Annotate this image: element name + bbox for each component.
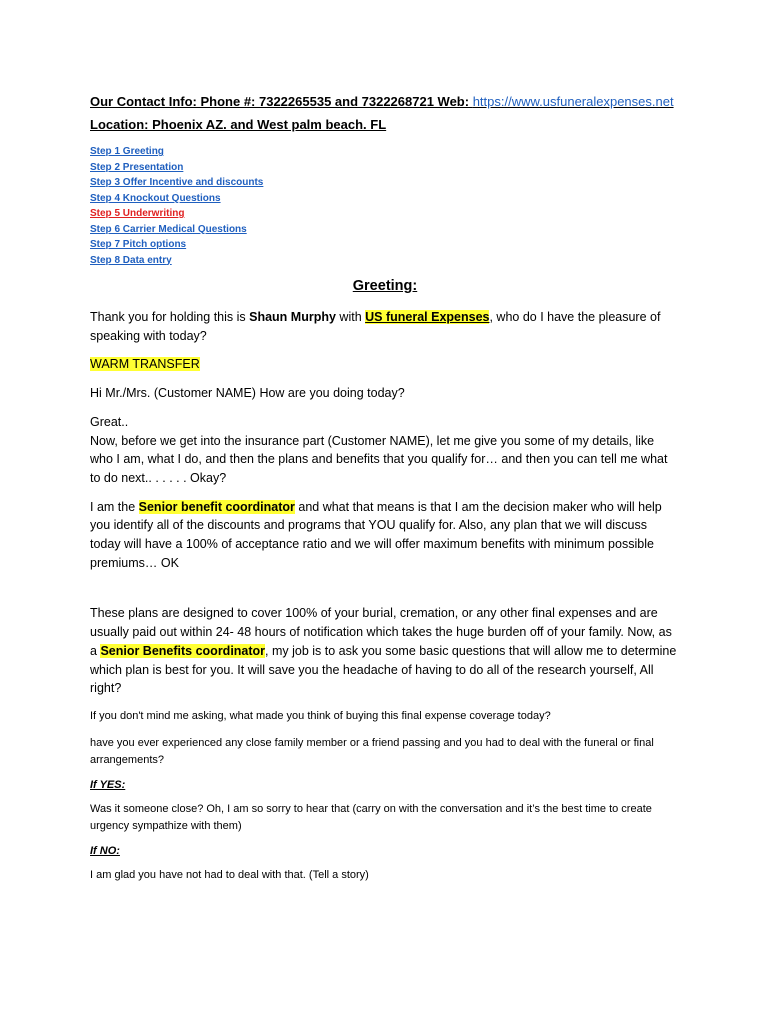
warm-transfer-highlight: WARM TRANSFER xyxy=(90,357,200,372)
warm-transfer-line xyxy=(90,355,680,374)
great-text: Great.. xyxy=(90,414,129,429)
plans-text-b: , my job is to ask you some basic questions that will allow me to determine which plan is best for you. It will save you the headache of having to do all of the research yourself, All right? xyxy=(90,643,677,696)
steps-nav xyxy=(90,144,680,268)
paragraph-greeting: Hi Mr./Mrs. (Customer NAME) How are you doing today? xyxy=(90,386,405,401)
agent-name: Shaun Murphy xyxy=(249,310,336,324)
coordinator-text-a: I am the xyxy=(90,499,139,514)
spacer xyxy=(90,582,680,604)
website-link[interactable]: https://www.usfuneralexpenses.net xyxy=(472,94,674,109)
paragraph-coordinator xyxy=(90,498,680,573)
intro-text-a: Thank you for holding this is xyxy=(90,310,250,324)
intro-text-c: , who do I have the pleasure of speaking with today? xyxy=(90,310,661,343)
if-yes-text: Was it someone close? Oh, I am so sorry to hear that (carry on with the conversation and it’s the best time to create urgency sympathize with them) xyxy=(90,802,652,832)
question-2: have you ever experienced any close family member or a friend passing and you had to deal with the funeral or final arrangements? xyxy=(90,736,654,766)
plans-text-a: These plans are designed to cover 100% of your burial, cremation, or any other final expenses and are usually paid out within 24- 48 hours of notification which takes the huge burden off of your family. Now, as a xyxy=(90,606,672,658)
location-line: Location: Phoenix AZ. and West palm beach. FL xyxy=(90,117,387,132)
details-text: Now, before we get into the insurance part (Customer NAME), let me give you some of my details, like who I am, what I do, and then the plans and benefits that you qualify for… and then you can tell me what to do next.. . . . . . Okay? xyxy=(90,433,668,485)
step-link-7[interactable]: Step 7 Pitch options xyxy=(90,239,187,250)
coordinator-title-highlight: Senior benefit coordinator xyxy=(138,499,295,514)
step-link-2[interactable]: Step 2 Presentation xyxy=(90,161,184,173)
step-link-6[interactable]: Step 6 Carrier Medical Questions xyxy=(90,223,247,235)
document-page xyxy=(90,94,680,894)
if-yes-heading: If YES: xyxy=(90,778,126,791)
paragraph-details xyxy=(90,413,680,488)
step-link-5[interactable]: Step 5 Underwriting xyxy=(90,208,185,219)
question-1: If you don't mind me asking, what made you think of buying this final expense coverage today? xyxy=(90,709,551,722)
paragraph-intro xyxy=(90,308,680,345)
contact-info xyxy=(90,94,680,109)
company-name-highlight: US funeral Expenses xyxy=(365,310,490,324)
step-link-8[interactable]: Step 8 Data entry xyxy=(90,254,172,266)
benefits-coordinator-highlight: Senior Benefits coordinator xyxy=(100,643,266,658)
if-no-heading: If NO: xyxy=(90,844,120,857)
contact-text: Our Contact Info: Phone #: 7322265535 and 7322268721 Web: xyxy=(90,94,473,109)
intro-text-b: with xyxy=(335,310,366,324)
step-link-4[interactable]: Step 4 Knockout Questions xyxy=(90,192,221,204)
step-link-3[interactable]: Step 3 Offer Incentive and discounts xyxy=(90,177,264,188)
step-link-1[interactable]: Step 1 Greeting xyxy=(90,146,164,157)
coordinator-text-b: and what that means is that I am the decision maker who will help you identify all of the discounts and programs that YOU qualify for. Also, any plan that we will discuss today will have a 100% of acceptance ratio and we will offer maximum benefits with minimum possible premiums… OK xyxy=(90,499,662,570)
if-no-text: I am glad you have not had to deal with that. (Tell a story) xyxy=(90,868,369,881)
section-heading: Greeting: xyxy=(352,278,418,294)
paragraph-plans xyxy=(90,604,680,698)
